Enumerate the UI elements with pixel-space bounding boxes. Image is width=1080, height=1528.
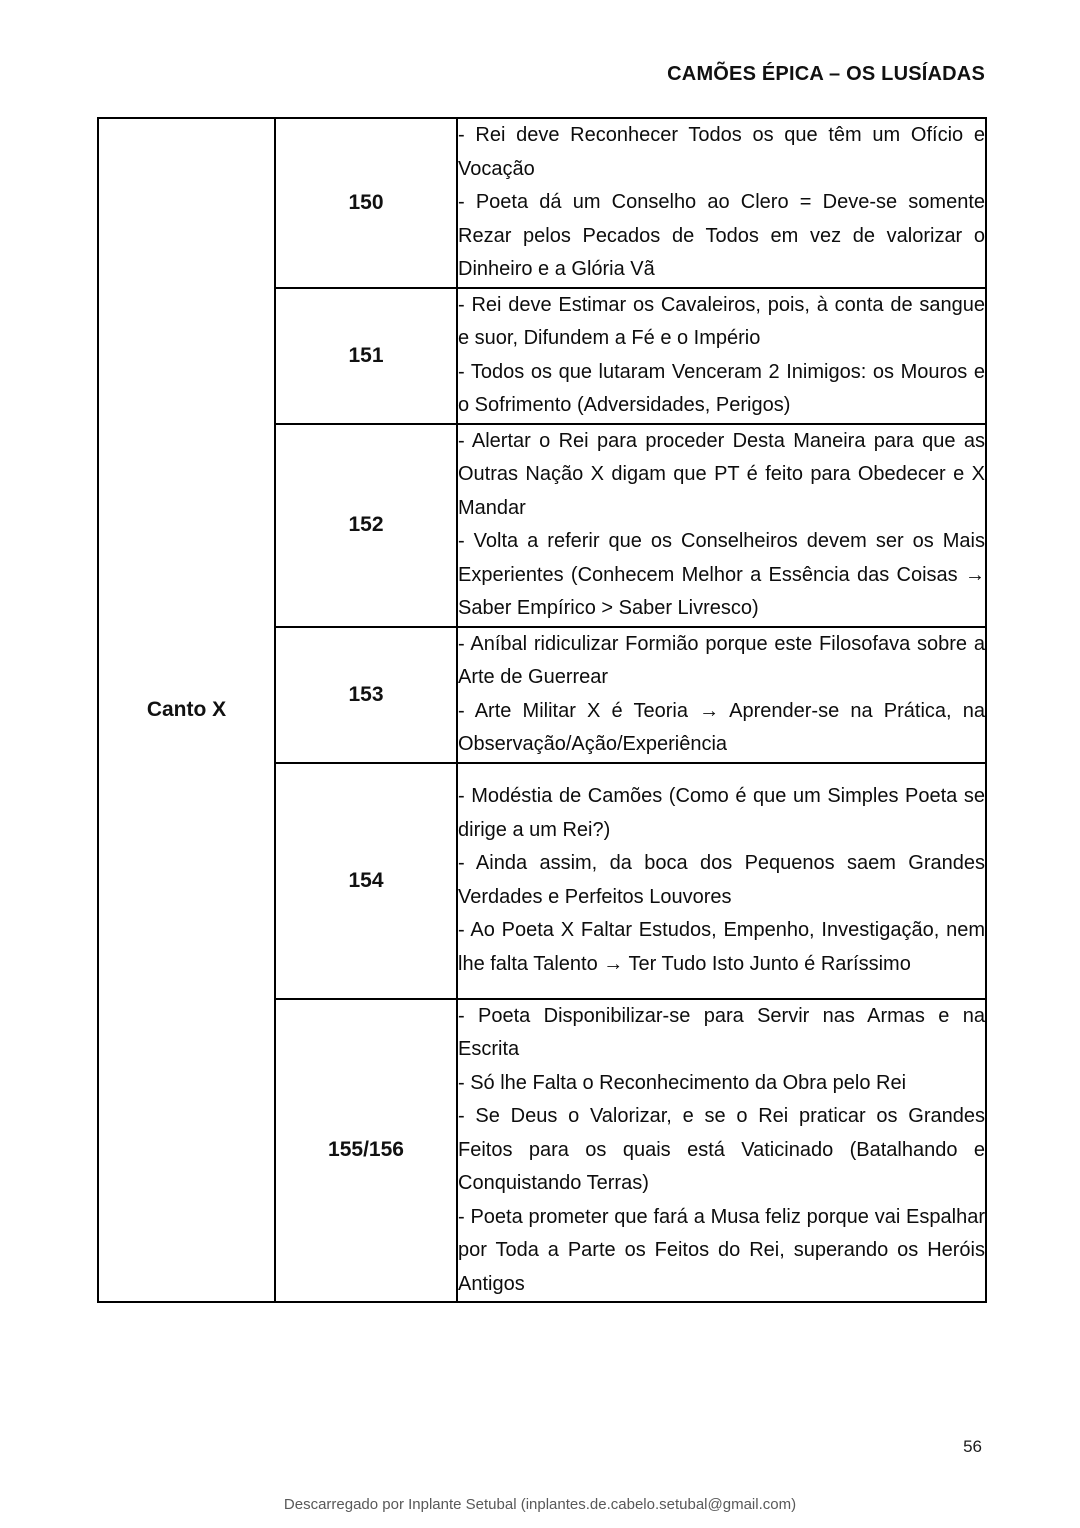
bullet-item: - Rei deve Reconhecer Todos os que têm um Ofício e Vocação <box>458 124 985 180</box>
bullet-item: - Se Deus o Valorizar, e se o Rei praticar os Grandes Feitos para os quais está Vaticinado (Batalhando e Conquistando Terras) <box>458 1105 985 1194</box>
stanza-notes-cell <box>457 424 986 627</box>
stanza-number-cell: 153 <box>275 627 457 763</box>
bullet-item: - Todos os que lutaram Venceram 2 Inimigos: os Mouros e o Sofrimento (Adversidades, Perigos) <box>458 360 985 416</box>
stanza-notes-cell <box>457 627 986 763</box>
bullet-item: - Aníbal ridiculizar Formião porque este Filosofava sobre a Arte de Guerrear <box>458 632 985 688</box>
page-number: 56 <box>963 1437 982 1456</box>
bullet-item: - Volta a referir que os Conselheiros devem ser os Mais Experientes (Conhecem Melhor a Essência das Coisas → Saber Empírico > Saber Livresco) <box>458 530 985 619</box>
canto-label-cell: Canto X <box>98 118 275 1302</box>
bullet-item: - Modéstia de Camões (Como é que um Simples Poeta se dirige a um Rei?) <box>458 785 985 841</box>
bullet-item: - Poeta dá um Conselho ao Clero = Deve-se somente Rezar pelos Pecados de Todos em vez de valorizar o Dinheiro e a Glória Vã <box>458 191 985 280</box>
bullet-item: - Poeta prometer que fará a Musa feliz porque vai Espalhar por Toda a Parte os Feitos do Rei, superando os Heróis Antigos <box>458 1205 985 1295</box>
bullet-item: - Rei deve Estimar os Cavaleiros, pois, à conta de sangue e suor, Difundem a Fé e o Império <box>458 293 985 349</box>
bullet-item: - Ao Poeta X Faltar Estudos, Empenho, Investigação, nem lhe falta Talento → Ter Tudo Isto Junto é Raríssimo <box>458 919 985 975</box>
stanza-notes-cell <box>457 999 986 1303</box>
stanza-number-cell: 151 <box>275 288 457 424</box>
stanza-notes-cell <box>457 763 986 999</box>
stanza-number-cell: 155/156 <box>275 999 457 1303</box>
bullet-item: - Poeta Disponibilizar-se para Servir nas Armas e na Escrita <box>458 1004 985 1060</box>
download-note: Descarregado por Inplante Setubal (inplantes.de.cabelo.setubal@gmail.com) <box>283 1496 797 1513</box>
page-header-title: CAMÕES ÉPICA – OS LUSÍADAS <box>667 63 985 85</box>
stanza-number-cell: 154 <box>275 763 457 999</box>
stanza-number-cell: 152 <box>275 424 457 627</box>
bullet-item: - Arte Militar X é Teoria → Aprender-se na Prática, na Observação/Ação/Experiência <box>458 699 985 755</box>
stanza-notes-cell <box>457 288 986 424</box>
bullet-item: - Ainda assim, da boca dos Pequenos saem Grandes Verdades e Perfeitos Louvores <box>458 852 985 908</box>
stanza-number-cell: 150 <box>275 118 457 288</box>
table-row <box>98 118 986 288</box>
canto-summary-table <box>97 117 987 1303</box>
bullet-item: - Só lhe Falta o Reconhecimento da Obra pelo Rei <box>458 1071 907 1094</box>
stanza-notes-cell <box>457 118 986 288</box>
bullet-item: - Alertar o Rei para proceder Desta Maneira para que as Outras Nação X digam que PT é feito para Obedecer e X Mandar <box>458 429 985 519</box>
